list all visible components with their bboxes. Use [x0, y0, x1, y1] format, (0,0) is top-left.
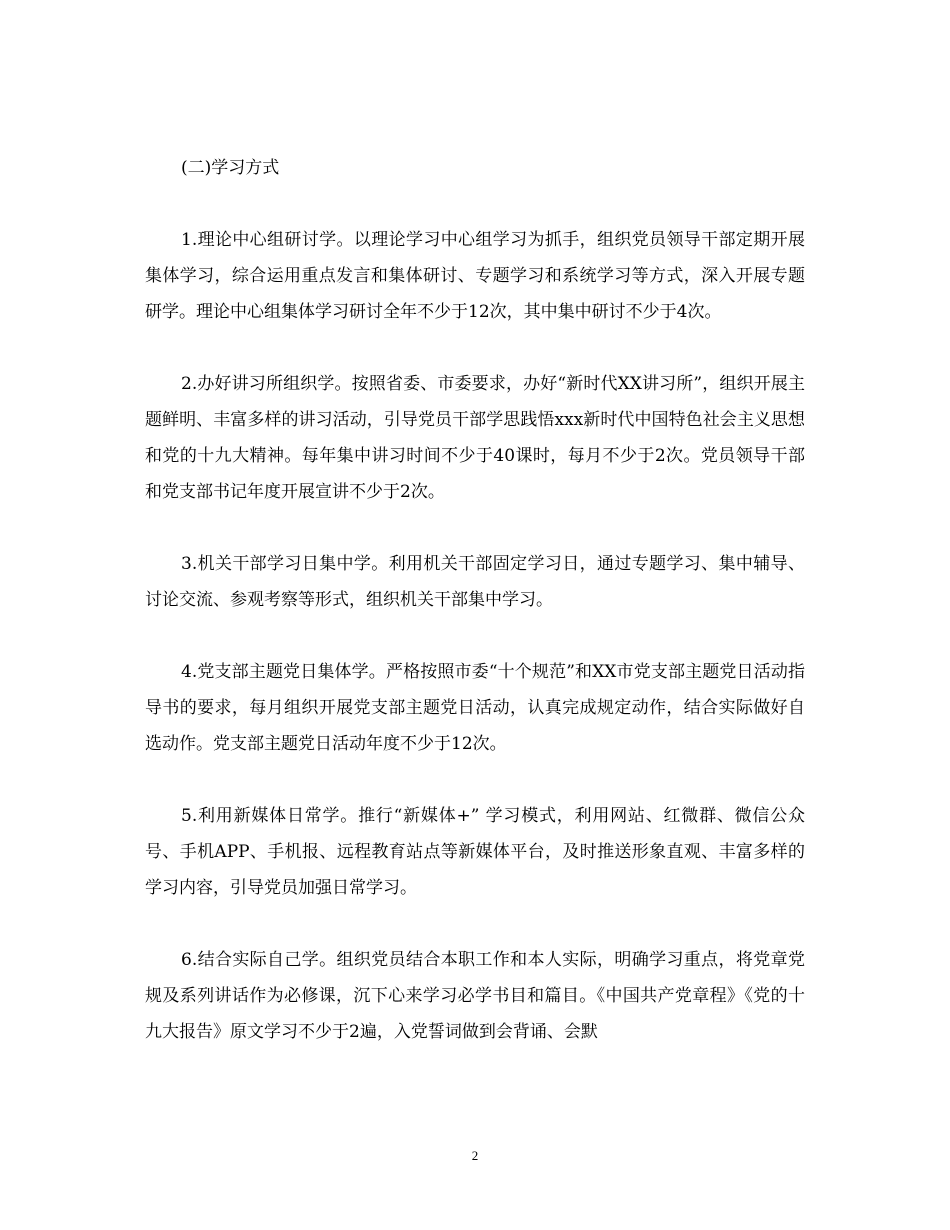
paragraph-3: 3.机关干部学习日集中学。利用机关干部固定学习日，通过专题学习、集中辅导、讨论交流、参观考察等形式，组织机关干部集中学习。	[145, 554, 805, 610]
paragraph-5: 5.利用新媒体日常学。推行“新媒体+” 学习模式，利用网站、红微群、微信公众号、手机APP、手机报、远程教育站点等新媒体平台，及时推送形象直观、丰富多样的学习内容，引导党员加强日常学习。	[145, 806, 805, 898]
paragraph-4: 4.党支部主题党日集体学。严格按照市委“十个规范”和XX市党支部主题党日活动指导书的要求，每月组织开展党支部主题党日活动，认真完成规定动作，结合实际做好自选动作。党支部主题党日活动年度不少于12次。	[145, 662, 805, 754]
paragraph-2: 2.办好讲习所组织学。按照省委、市委要求，办好“新时代XX讲习所”，组织开展主题鲜明、丰富多样的讲习活动，引导党员干部学思践悟xxx新时代中国特色社会主义思想和党的十九大精神。每年集中讲习时间不少于40课时，每月不少于2次。党员领导干部和党支部书记年度开展宣讲不少于2次。	[145, 374, 805, 502]
paragraph-6: 6.结合实际自己学。组织党员结合本职工作和本人实际，明确学习重点，将党章党规及系列讲话作为必修课，沉下心来学习必学书目和篇目。《中国共产党章程》《党的十九大报告》原文学习不少于2遍，入党誓词做到会背诵、会默	[145, 950, 805, 1042]
page-number: 2	[471, 1148, 479, 1163]
document-body	[145, 150, 805, 1086]
paragraph-1: 1.理论中心组研讨学。以理论学习中心组学习为抓手，组织党员领导干部定期开展集体学习，综合运用重点发言和集体研讨、专题学习和系统学习等方式，深入开展专题研学。理论中心组集体学习研讨全年不少于12次，其中集中研讨不少于4次。	[145, 230, 805, 322]
section-heading: (二)学习方式	[181, 158, 280, 178]
